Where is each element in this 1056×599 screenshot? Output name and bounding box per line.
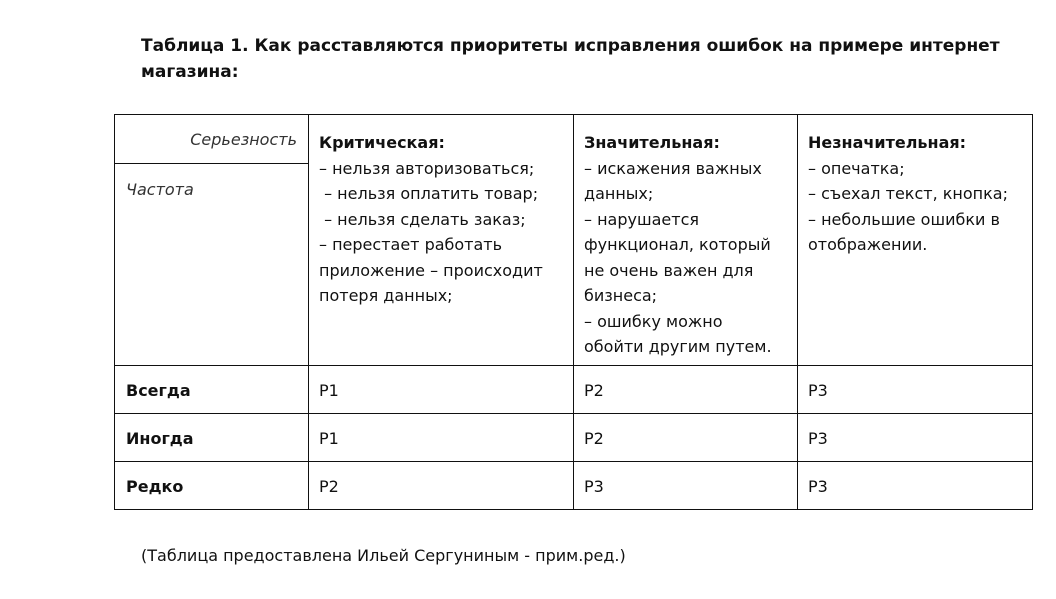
severity-item: – искажения важных данных; bbox=[584, 158, 767, 203]
severity-title: Незначительная: bbox=[808, 133, 967, 152]
severity-major-cell bbox=[574, 115, 798, 366]
priority-value: P3 bbox=[798, 462, 1033, 510]
corner-divider bbox=[115, 163, 308, 164]
severity-item: – опечатка; bbox=[808, 158, 905, 178]
priority-value: P3 bbox=[798, 366, 1033, 414]
severity-title: Значительная: bbox=[584, 133, 720, 152]
severity-item: – нельзя авторизоваться; bbox=[319, 158, 535, 178]
priority-value: P3 bbox=[574, 462, 798, 510]
severity-item: – съехал текст, кнопка; bbox=[808, 184, 1008, 203]
table-row-rarely bbox=[115, 462, 1033, 510]
severity-title: Критическая: bbox=[319, 133, 445, 152]
table-row-always bbox=[115, 366, 1033, 414]
frequency-label: Иногда bbox=[115, 414, 309, 462]
frequency-label: Редко bbox=[115, 462, 309, 510]
severity-item: – перестает работать приложение – происходит потеря данных; bbox=[319, 235, 548, 305]
priority-value: P2 bbox=[574, 366, 798, 414]
priority-value: P1 bbox=[309, 414, 574, 462]
severity-item: – небольшие ошибки в отображении. bbox=[808, 209, 1006, 254]
footnote: (Таблица предоставлена Ильей Сергуниным - прим.ред.) bbox=[141, 546, 626, 565]
severity-item: – ошибку можно обойти другим путем. bbox=[584, 311, 772, 356]
priority-value: P3 bbox=[798, 414, 1033, 462]
severity-item: – нельзя оплатить товар; bbox=[319, 184, 539, 203]
frequency-label: Всегда bbox=[115, 366, 309, 414]
severity-item: – нарушается функционал, который не очень важен для бизнеса; bbox=[584, 209, 776, 305]
severity-minor-cell bbox=[798, 115, 1033, 366]
frequency-axis-label: Частота bbox=[126, 180, 194, 199]
table-title: Таблица 1. Как расставляются приоритеты исправления ошибок на примере интернет магазина: bbox=[141, 36, 1000, 82]
severity-axis-label: Серьезность bbox=[190, 130, 297, 149]
priority-value: P2 bbox=[574, 414, 798, 462]
priority-table bbox=[114, 114, 1033, 510]
priority-value: P2 bbox=[309, 462, 574, 510]
priority-value: P1 bbox=[309, 366, 574, 414]
severity-critical-cell bbox=[309, 115, 574, 366]
table-row-sometimes bbox=[115, 414, 1033, 462]
severity-item: – нельзя сделать заказ; bbox=[319, 209, 526, 229]
corner-cell bbox=[115, 115, 309, 366]
severity-header-row bbox=[115, 115, 1033, 366]
